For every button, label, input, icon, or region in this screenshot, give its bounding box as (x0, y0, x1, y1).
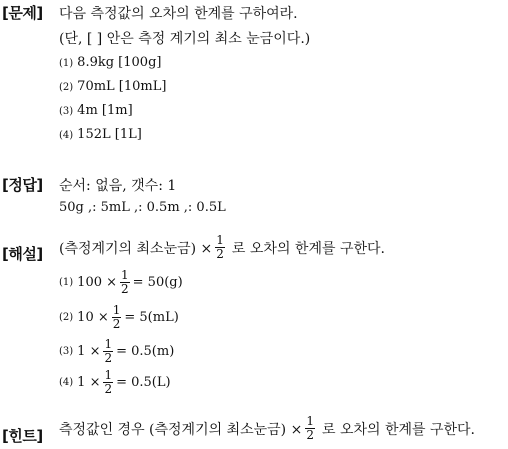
hint-label: [힌트] (2, 427, 43, 445)
problem-statement: 다음 측정값의 오차의 한계를 구하여라. (59, 6, 298, 22)
problem-item: (2) 70mL [10mL] (59, 79, 167, 94)
hint-formula: 측정값인 경우 (측정계기의 최소눈금) × $\frac{1}{2}$ 로 오차의 한계를 구한다. (59, 414, 476, 442)
problem-note: (단, [ ] 안은 측정 계기의 최소 눈금이다.) (59, 31, 311, 47)
fraction: $\frac{1}{2}$ (306, 414, 314, 442)
explanation-item: (3) 1 × $\frac{1}{2}$ = 0.5(m) (59, 337, 175, 365)
explanation-item: (2) 10 × $\frac{1}{2}$ = 5(mL) (59, 303, 179, 331)
explanation-formula: (측정계기의 최소눈금) × $\frac{1}{2}$ 로 오차의 한계를 구한다. (59, 233, 385, 261)
problem-item: (1) 8.9kg [100g] (59, 55, 162, 70)
explanation-item: (1) 100 × $\frac{1}{2}$ = 50(g) (59, 268, 183, 296)
fraction: $\frac{1}{2}$ (216, 233, 224, 261)
answer-label: [정답] (2, 176, 43, 194)
explanation-label: [해설] (2, 245, 43, 263)
answer-meta: 순서: 없음, 갯수: 1 (59, 178, 177, 194)
problem-item: (4) 152L [1L] (59, 127, 142, 142)
answer-values: 50g ,: 5mL ,: 0.5m ,: 0.5L (59, 200, 226, 215)
problem-item: (3) 4m [1m] (59, 103, 133, 118)
explanation-item: (4) 1 × $\frac{1}{2}$ = 0.5(L) (59, 368, 171, 396)
problem-label: [문제] (2, 4, 43, 22)
